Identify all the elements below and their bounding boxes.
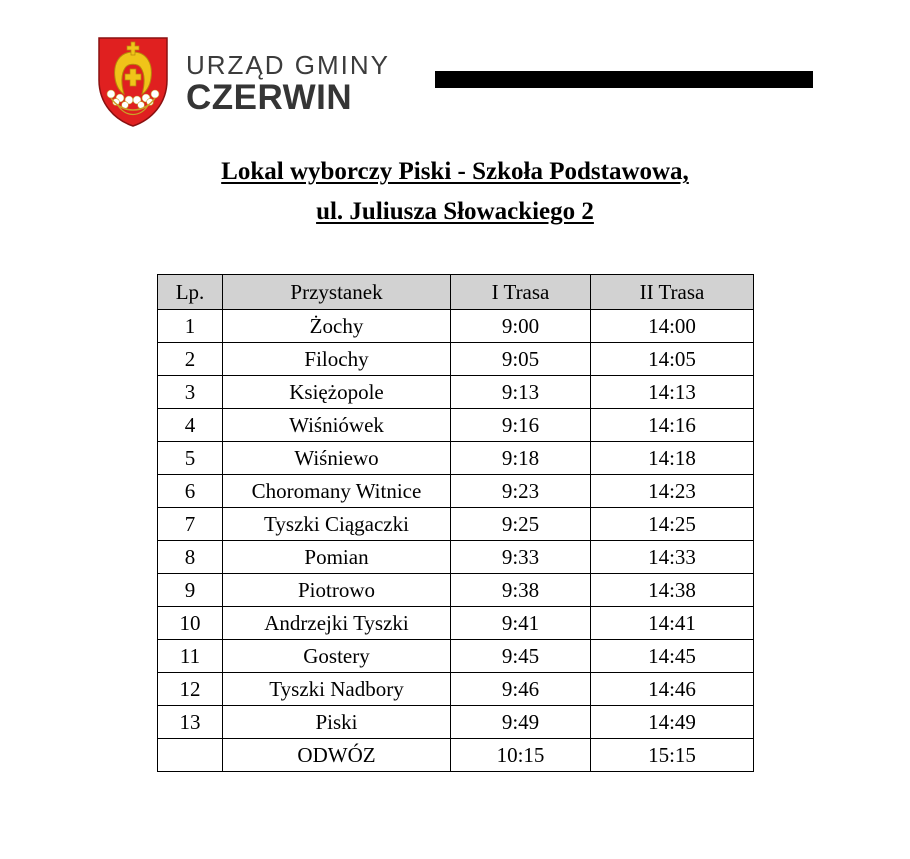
cell-stop: Tyszki Ciągaczki (223, 508, 451, 541)
cell-stop: Wiśniewo (223, 442, 451, 475)
cell-route2-time: 14:41 (591, 607, 754, 640)
cell-route2-time: 14:00 (591, 310, 754, 343)
table-row (158, 376, 754, 409)
cell-stop: Pomian (223, 541, 451, 574)
cell-stop: Księżopole (223, 376, 451, 409)
cell-stop: Piski (223, 706, 451, 739)
cell-lp (158, 739, 223, 772)
cell-stop: Żochy (223, 310, 451, 343)
table-row (158, 508, 754, 541)
cell-route1-time: 9:13 (451, 376, 591, 409)
cell-route1-time: 9:49 (451, 706, 591, 739)
page-title-line-1: Lokal wyborczy Piski - Szkoła Podstawowa, (221, 158, 689, 185)
cell-route2-time: 15:15 (591, 739, 754, 772)
schedule-table-container (157, 274, 753, 772)
table-row (158, 574, 754, 607)
cell-route1-time: 9:41 (451, 607, 591, 640)
cell-route2-time: 14:38 (591, 574, 754, 607)
cell-route1-time: 9:46 (451, 673, 591, 706)
cell-stop: Andrzejki Tyszki (223, 607, 451, 640)
page-title (0, 152, 910, 232)
cell-route2-time: 14:45 (591, 640, 754, 673)
cell-route2-time: 14:16 (591, 409, 754, 442)
bus-schedule-table (157, 274, 754, 772)
cell-stop: Piotrowo (223, 574, 451, 607)
table-row-return (158, 739, 754, 772)
cell-route1-time: 9:45 (451, 640, 591, 673)
organization-name-line-2: CZERWIN (186, 78, 353, 117)
organization-name-line-1: URZĄD GMINY (186, 50, 390, 80)
cell-route1-time: 9:05 (451, 343, 591, 376)
cell-route1-time: 9:25 (451, 508, 591, 541)
cell-lp: 13 (158, 706, 223, 739)
column-header-lp: Lp. (158, 275, 223, 310)
table-row (158, 343, 754, 376)
cell-route2-time: 14:05 (591, 343, 754, 376)
cell-stop: Choromany Witnice (223, 475, 451, 508)
cell-lp: 5 (158, 442, 223, 475)
table-row (158, 475, 754, 508)
cell-route2-time: 14:46 (591, 673, 754, 706)
cell-stop: Wiśniówek (223, 409, 451, 442)
cell-route2-time: 14:49 (591, 706, 754, 739)
cell-lp: 4 (158, 409, 223, 442)
czerwin-coat-of-arms-icon (97, 36, 169, 128)
table-row (158, 640, 754, 673)
cell-stop: Tyszki Nadbory (223, 673, 451, 706)
cell-lp: 1 (158, 310, 223, 343)
table-row (158, 607, 754, 640)
column-header-route2: II Trasa (591, 275, 754, 310)
table-body (158, 310, 754, 772)
cell-lp: 7 (158, 508, 223, 541)
cell-route1-time: 9:33 (451, 541, 591, 574)
cell-route1-time: 10:15 (451, 739, 591, 772)
table-row (158, 310, 754, 343)
cell-route1-time: 9:38 (451, 574, 591, 607)
cell-lp: 11 (158, 640, 223, 673)
table-row (158, 706, 754, 739)
column-header-route1: I Trasa (451, 275, 591, 310)
cell-route2-time: 14:33 (591, 541, 754, 574)
table-row (158, 409, 754, 442)
letterhead (0, 0, 910, 140)
page-title-line-2: ul. Juliusza Słowackiego 2 (316, 198, 594, 225)
cell-stop: Filochy (223, 343, 451, 376)
cell-lp: 9 (158, 574, 223, 607)
cell-lp: 2 (158, 343, 223, 376)
table-row (158, 541, 754, 574)
cell-route2-time: 14:25 (591, 508, 754, 541)
table-row (158, 442, 754, 475)
cell-lp: 8 (158, 541, 223, 574)
cell-lp: 3 (158, 376, 223, 409)
cell-lp: 6 (158, 475, 223, 508)
cell-stop: Gostery (223, 640, 451, 673)
cell-route2-time: 14:13 (591, 376, 754, 409)
redaction-bar (435, 71, 813, 88)
cell-lp: 12 (158, 673, 223, 706)
table-header-row (158, 275, 754, 310)
cell-route2-time: 14:23 (591, 475, 754, 508)
cell-lp: 10 (158, 607, 223, 640)
organization-name (186, 52, 390, 115)
cell-route1-time: 9:18 (451, 442, 591, 475)
cell-route2-time: 14:18 (591, 442, 754, 475)
column-header-stop: Przystanek (223, 275, 451, 310)
cell-route1-time: 9:16 (451, 409, 591, 442)
cell-route1-time: 9:00 (451, 310, 591, 343)
table-row (158, 673, 754, 706)
cell-stop: ODWÓZ (223, 739, 451, 772)
cell-route1-time: 9:23 (451, 475, 591, 508)
